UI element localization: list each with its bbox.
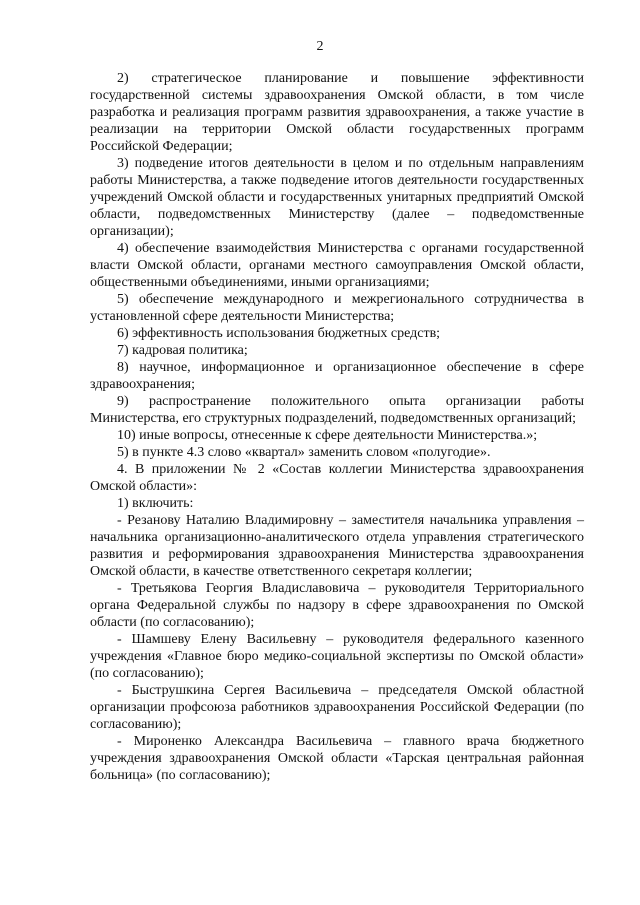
- paragraph-appendix-2-heading: 4. В приложении № 2 «Состав коллегии Министерства здравоохранения Омской области»:: [90, 462, 584, 494]
- paragraph-item-3: 3) подведение итогов деятельности в целом и по отдельным направлениям работы Министерства, а также подведение итогов деятельности государственных учреждений Омской области и государственных унитарных предприятий Омской области, подведомственных Министерству (далее – подведомственные организации);: [90, 156, 584, 239]
- paragraph-item-5: 5) обеспечение международного и межрегионального сотрудничества в установленной сфере деятельности Министерства;: [90, 292, 584, 324]
- paragraph-item-6: 6) эффективность использования бюджетных средств;: [117, 326, 441, 341]
- member-entry-rezanova: - Резанову Наталию Владимировну – заместителя начальника управления – начальника организационно-аналитического отдела управления стратегического развития и реформирования здравоохранения Министерства здравоохранения Омской области, в качестве ответственного секретаря коллегии;: [90, 513, 584, 579]
- document-body: [90, 70, 584, 784]
- paragraph-item-7: 7) кадровая политика;: [117, 343, 248, 358]
- paragraph-include-heading: 1) включить:: [117, 496, 194, 511]
- paragraph-item-2: 2) стратегическое планирование и повышение эффективности государственной системы здравоохранения Омской области, в том числе разработка и реализация программ развития здравоохранения, а также участие в реализации на территории Омской области государственных программ Российской Федерации;: [90, 71, 584, 154]
- paragraph-point-4-3-change: 5) в пункте 4.3 слово «квартал» заменить словом «полугодие».: [117, 445, 491, 460]
- paragraph-item-10: 10) иные вопросы, отнесенные к сфере деятельности Министерства.»;: [117, 428, 538, 443]
- paragraph-item-9: 9) распространение положительного опыта организации работы Министерства, его структурных подразделений, подведомственных организаций;: [90, 394, 584, 426]
- paragraph-item-4: 4) обеспечение взаимодействия Министерства с органами государственной власти Омской области, органами местного самоуправления Омской области, общественными объединениями, иными организациями;: [90, 241, 584, 290]
- paragraph-item-8: 8) научное, информационное и организационное обеспечение в сфере здравоохранения;: [90, 360, 584, 392]
- member-entry-shamsheva: - Шамшеву Елену Васильевну – руководителя федерального казенного учреждения «Главное бюро медико-социальной экспертизы по Омской области» (по согласованию);: [90, 632, 584, 681]
- member-entry-tretyakov: - Третьякова Георгия Владиславовича – руководителя Территориального органа Федеральной службы по надзору в сфере здравоохранения по Омской области (по согласованию);: [90, 581, 584, 630]
- page-number: 2: [316, 39, 324, 54]
- member-entry-bystrushkin: - Быструшкина Сергея Васильевича – председателя Омской областной организации профсоюза работников здравоохранения Российской Федерации (по согласованию);: [90, 683, 584, 732]
- member-entry-mironenko: - Мироненко Александра Васильевича – главного врача бюджетного учреждения здравоохранения Омской области «Тарская центральная районная больница» (по согласованию);: [90, 734, 584, 783]
